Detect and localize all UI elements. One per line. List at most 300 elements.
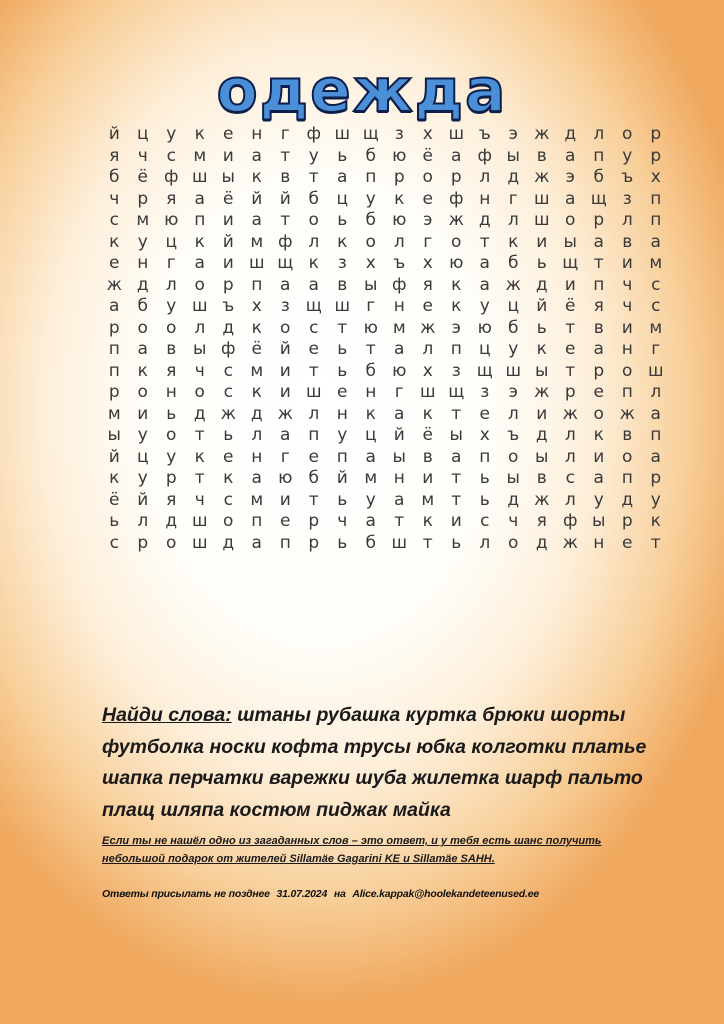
grid-letter: а bbox=[593, 468, 604, 488]
grid-letter: с bbox=[109, 532, 119, 553]
grid-letter: ш bbox=[248, 253, 265, 273]
grid-letter: т bbox=[422, 532, 433, 553]
grid-letter: и bbox=[279, 360, 291, 381]
grid-letter: ё bbox=[137, 167, 148, 187]
grid-letter: о bbox=[166, 425, 177, 445]
grid-letter: у bbox=[622, 145, 633, 166]
grid-letter: д bbox=[535, 274, 548, 295]
grid-letter: р bbox=[308, 511, 320, 531]
grid-letter: ь bbox=[479, 468, 490, 488]
grid-letter: х bbox=[479, 425, 490, 445]
grid-letter: в bbox=[280, 167, 291, 187]
grid-letter: ё bbox=[565, 296, 576, 316]
grid-letter: й bbox=[222, 231, 234, 252]
grid-letter: ф bbox=[477, 145, 493, 166]
grid-letter: г bbox=[394, 382, 404, 402]
grid-letter: н bbox=[593, 532, 605, 553]
grid-letter: п bbox=[108, 339, 120, 359]
grid-letter: н bbox=[365, 382, 377, 402]
grid-letter: л bbox=[194, 317, 206, 338]
grid-letter: в bbox=[422, 446, 433, 467]
grid-letter: л bbox=[422, 339, 434, 359]
grid-letter: о bbox=[622, 360, 633, 381]
grid-letter: ы bbox=[392, 446, 406, 467]
grid-letter: ц bbox=[364, 425, 377, 445]
grid-letter: й bbox=[279, 188, 291, 209]
grid-letter: д bbox=[165, 511, 178, 531]
grid-letter: ю bbox=[477, 317, 492, 338]
grid-letter: ы bbox=[449, 425, 463, 445]
grid-letter: г bbox=[366, 296, 376, 316]
grid-letter: с bbox=[651, 274, 661, 295]
grid-letter: к bbox=[194, 124, 205, 144]
grid-letter: ё bbox=[109, 489, 120, 510]
grid-letter: п bbox=[593, 145, 605, 166]
grid-letter: ь bbox=[337, 360, 348, 381]
grid-letter: с bbox=[651, 296, 661, 316]
grid-letter: о bbox=[280, 317, 291, 338]
grid-letter: е bbox=[479, 403, 490, 424]
grid-letter: у bbox=[337, 425, 348, 445]
grid-letter: о bbox=[223, 511, 234, 531]
grid-letter: г bbox=[423, 231, 433, 252]
grid-letter: ё bbox=[422, 425, 433, 445]
grid-letter: р bbox=[108, 317, 120, 338]
grid-letter: ы bbox=[107, 425, 121, 445]
grid-letter: й bbox=[251, 188, 263, 209]
grid-letter: а bbox=[565, 145, 576, 166]
grid-letter: т bbox=[565, 360, 576, 381]
grid-letter: и bbox=[279, 489, 291, 510]
grid-letter: ю bbox=[278, 468, 293, 488]
grid-letter: а bbox=[479, 274, 490, 295]
grid-letter: ч bbox=[622, 296, 633, 316]
grid-letter: ё bbox=[422, 145, 433, 166]
grid-letter: я bbox=[109, 145, 120, 166]
grid-letter: ш bbox=[505, 360, 522, 381]
grid-letter: ж bbox=[534, 382, 550, 402]
word-list bbox=[102, 700, 682, 826]
grid-letter: ц bbox=[336, 188, 349, 209]
grid-letter: в bbox=[337, 274, 348, 295]
grid-letter: и bbox=[621, 317, 633, 338]
grid-letter: а bbox=[109, 296, 120, 316]
grid-letter: л bbox=[621, 210, 633, 230]
grid-letter: н bbox=[251, 446, 263, 467]
grid-letter: к bbox=[251, 167, 262, 187]
grid-letter: ш bbox=[533, 210, 550, 230]
grid-letter: ъ bbox=[222, 296, 235, 316]
grid-letter: ю bbox=[363, 317, 378, 338]
grid-letter: т bbox=[308, 167, 319, 187]
grid-letter: к bbox=[109, 468, 120, 488]
grid-letter: т bbox=[194, 468, 205, 488]
grid-letter: т bbox=[593, 253, 604, 273]
grid-letter: р bbox=[137, 188, 149, 209]
grid-letter: к bbox=[109, 231, 120, 252]
grid-letter: т bbox=[565, 317, 576, 338]
grid-letter: л bbox=[393, 231, 405, 252]
grid-letter: о bbox=[308, 210, 319, 230]
grid-letter: е bbox=[422, 296, 433, 316]
grid-letter: п bbox=[365, 167, 377, 187]
grid-letter: а bbox=[451, 145, 462, 166]
grid-letter: о bbox=[508, 446, 519, 467]
grid-letter: х bbox=[650, 167, 661, 187]
grid-letter: п bbox=[279, 532, 291, 553]
grid-letter: н bbox=[251, 124, 263, 144]
grid-letter: и bbox=[564, 274, 576, 295]
grid-letter: а bbox=[650, 231, 661, 252]
grid-letter: л bbox=[137, 511, 149, 531]
grid-letter: у bbox=[166, 296, 177, 316]
grid-letter: л bbox=[507, 403, 519, 424]
grid-letter: и bbox=[422, 468, 434, 488]
grid-letter: п bbox=[251, 274, 263, 295]
grid-letter: и bbox=[536, 403, 548, 424]
grid-letter: и bbox=[137, 403, 149, 424]
grid-letter: х bbox=[365, 253, 376, 273]
grid-letter: т bbox=[365, 339, 376, 359]
grid-letter: м bbox=[364, 468, 378, 488]
grid-letter: щ bbox=[448, 382, 465, 402]
grid-letter: ь bbox=[536, 253, 547, 273]
grid-letter: ж bbox=[562, 532, 578, 553]
grid-letter: м bbox=[107, 403, 121, 424]
grid-letter: ц bbox=[478, 339, 491, 359]
grid-letter: с bbox=[480, 511, 490, 531]
grid-letter: ф bbox=[562, 511, 578, 531]
grid-letter: ч bbox=[194, 489, 205, 510]
grid-letter: р bbox=[165, 468, 177, 488]
grid-letter: е bbox=[565, 339, 576, 359]
grid-letter: н bbox=[393, 468, 405, 488]
page-title: одежда bbox=[216, 56, 508, 126]
grid-letter: л bbox=[564, 425, 576, 445]
grid-letter: ь bbox=[337, 339, 348, 359]
grid-letter: т bbox=[308, 489, 319, 510]
grid-letter: р bbox=[650, 124, 662, 144]
grid-letter: у bbox=[508, 339, 519, 359]
grid-letter: б bbox=[365, 532, 376, 553]
grid-letter: ш bbox=[334, 124, 351, 144]
grid-letter: г bbox=[280, 124, 290, 144]
grid-letter: в bbox=[536, 468, 547, 488]
grid-letter: ь bbox=[337, 145, 348, 166]
grid-letter: ь bbox=[337, 210, 348, 230]
grid-letter: ш bbox=[191, 296, 208, 316]
grid-letter: ж bbox=[220, 403, 236, 424]
grid-letter: р bbox=[650, 468, 662, 488]
grid-letter: ы bbox=[221, 167, 235, 187]
grid-letter: а bbox=[394, 489, 405, 510]
grid-letter: а bbox=[593, 339, 604, 359]
grid-letter: й bbox=[108, 124, 120, 144]
grid-letter: ю bbox=[392, 210, 407, 230]
grid-letter: т bbox=[479, 231, 490, 252]
grid-letter: а bbox=[194, 253, 205, 273]
grid-letter: к bbox=[251, 382, 262, 402]
grid-letter: д bbox=[193, 403, 206, 424]
grid-letter: о bbox=[194, 274, 205, 295]
grid-letter: к bbox=[536, 339, 547, 359]
grid-letter: е bbox=[422, 188, 433, 209]
grid-letter: а bbox=[280, 425, 291, 445]
grid-letter: у bbox=[166, 124, 177, 144]
grid-letter: ъ bbox=[621, 167, 634, 187]
grid-letter: й bbox=[536, 296, 548, 316]
grid-letter: у bbox=[137, 231, 148, 252]
grid-letter: р bbox=[650, 145, 662, 166]
grid-letter: п bbox=[450, 339, 462, 359]
grid-letter: д bbox=[136, 274, 149, 295]
grid-letter: а bbox=[365, 511, 376, 531]
grid-letter: и bbox=[222, 253, 234, 273]
grid-letter: д bbox=[222, 317, 235, 338]
deadline-middle: на bbox=[333, 888, 346, 900]
grid-letter: м bbox=[250, 231, 264, 252]
grid-letter: а bbox=[394, 403, 405, 424]
grid-letter: т bbox=[451, 489, 462, 510]
grid-letter: ф bbox=[220, 339, 236, 359]
grid-letter: ж bbox=[448, 210, 464, 230]
grid-letter: м bbox=[392, 317, 406, 338]
grid-letter: х bbox=[422, 253, 433, 273]
grid-letter: б bbox=[109, 167, 120, 187]
grid-letter: ь bbox=[166, 403, 177, 424]
grid-letter: к bbox=[308, 253, 319, 273]
grid-letter: н bbox=[621, 339, 633, 359]
grid-letter: ь bbox=[337, 532, 348, 553]
grid-letter: р bbox=[564, 382, 576, 402]
grid-letter: ч bbox=[337, 511, 348, 531]
grid-letter: ы bbox=[364, 274, 378, 295]
grid-letter: л bbox=[507, 210, 519, 230]
grid-letter: р bbox=[308, 532, 320, 553]
grid-letter: л bbox=[564, 489, 576, 510]
grid-letter: е bbox=[223, 124, 234, 144]
grid-letter: ю bbox=[392, 145, 407, 166]
grid-letter: н bbox=[393, 296, 405, 316]
grid-letter: к bbox=[223, 468, 234, 488]
grid-letter: у bbox=[137, 468, 148, 488]
grid-letter: о bbox=[422, 167, 433, 187]
grid-letter: п bbox=[308, 425, 320, 445]
grid-letter: э bbox=[423, 210, 433, 230]
grid-letter: щ bbox=[305, 296, 322, 316]
grid-letter: в bbox=[622, 231, 633, 252]
grid-letter: к bbox=[194, 231, 205, 252]
grid-letter: я bbox=[166, 188, 177, 209]
grid-letter: к bbox=[394, 188, 405, 209]
grid-letter: д bbox=[564, 124, 577, 144]
grid-letter: а bbox=[479, 253, 490, 273]
grid-letter: р bbox=[593, 360, 605, 381]
grid-letter: ь bbox=[337, 489, 348, 510]
grid-letter: ь bbox=[536, 317, 547, 338]
grid-letter: а bbox=[280, 274, 291, 295]
grid-letter: л bbox=[650, 382, 662, 402]
grid-letter: щ bbox=[476, 360, 493, 381]
grid-letter: л bbox=[251, 425, 263, 445]
prize-note: Если ты не нашёл одно из загаданных слов – это ответ, и у тебя есть шанс получить небольшой подарок от жителей Sillamäe Gagarini KE и Sillamäe SAHH. bbox=[102, 835, 602, 865]
deadline-prefix: Ответы присылать не позднее bbox=[102, 888, 270, 900]
grid-letter: ь bbox=[451, 532, 462, 553]
grid-letter: а bbox=[565, 188, 576, 209]
grid-letter: х bbox=[422, 124, 433, 144]
grid-letter: ц bbox=[507, 296, 520, 316]
grid-letter: о bbox=[137, 382, 148, 402]
grid-letter: а bbox=[251, 468, 262, 488]
grid-letter: д bbox=[535, 532, 548, 553]
grid-letter: ь bbox=[223, 425, 234, 445]
grid-letter: е bbox=[109, 253, 120, 273]
grid-letter: ш bbox=[191, 511, 208, 531]
grid-letter: и bbox=[222, 210, 234, 230]
grid-letter: и bbox=[279, 382, 291, 402]
grid-letter: о bbox=[137, 317, 148, 338]
grid-letter: ы bbox=[506, 145, 520, 166]
grid-letter: у bbox=[650, 489, 661, 510]
grid-letter: о bbox=[166, 317, 177, 338]
grid-letter: т bbox=[394, 511, 405, 531]
grid-letter: ж bbox=[277, 403, 293, 424]
grid-letter: а bbox=[650, 403, 661, 424]
grid-letter: а bbox=[308, 274, 319, 295]
grid-letter: ы bbox=[535, 360, 549, 381]
grid-letter: л bbox=[564, 446, 576, 467]
grid-letter: е bbox=[308, 446, 319, 467]
grid-letter: п bbox=[479, 446, 491, 467]
grid-letter: ы bbox=[592, 511, 606, 531]
grid-letter: р bbox=[621, 511, 633, 531]
grid-letter: ш bbox=[448, 124, 465, 144]
grid-letter: с bbox=[109, 210, 119, 230]
grid-letter: б bbox=[365, 360, 376, 381]
grid-letter: й bbox=[108, 446, 120, 467]
grid-letter: у bbox=[593, 489, 604, 510]
grid-letter: о bbox=[622, 446, 633, 467]
grid-letter: т bbox=[280, 145, 291, 166]
grid-letter: ш bbox=[391, 532, 408, 553]
grid-letter: и bbox=[222, 145, 234, 166]
grid-letter: х bbox=[251, 296, 262, 316]
grid-letter: л bbox=[479, 532, 491, 553]
grid-letter: и bbox=[621, 253, 633, 273]
grid-letter: а bbox=[394, 339, 405, 359]
grid-letter: п bbox=[194, 210, 206, 230]
grid-letter: в bbox=[536, 145, 547, 166]
grid-letter: ъ bbox=[507, 425, 520, 445]
grid-letter: м bbox=[649, 317, 663, 338]
grid-letter: л bbox=[308, 403, 320, 424]
grid-letter: я bbox=[536, 511, 547, 531]
grid-letter: с bbox=[223, 360, 233, 381]
word-list-text: штаны рубашка куртка брюки шорты футболка носки кофта трусы юбка колготки платье шапка перчатки варежки шуба жилетка шарф пальто плащ шляпа костюм пиджак майка bbox=[102, 704, 647, 821]
grid-letter: е bbox=[622, 532, 633, 553]
grid-letter: ы bbox=[506, 468, 520, 488]
grid-letter: р bbox=[137, 532, 149, 553]
grid-letter: ж bbox=[505, 274, 521, 295]
grid-letter: а bbox=[650, 446, 661, 467]
grid-letter: л bbox=[308, 231, 320, 252]
grid-letter: м bbox=[136, 210, 150, 230]
grid-letter: ш bbox=[419, 382, 436, 402]
grid-letter: щ bbox=[362, 124, 379, 144]
grid-letter: ж bbox=[534, 489, 550, 510]
grid-letter: т bbox=[451, 468, 462, 488]
contact-email[interactable]: Alice.kappak@hoolekandeteenused.ee bbox=[352, 888, 540, 900]
grid-letter: я bbox=[166, 489, 177, 510]
grid-letter: н bbox=[336, 403, 348, 424]
grid-letter: п bbox=[621, 382, 633, 402]
grid-letter: п bbox=[593, 274, 605, 295]
grid-letter: а bbox=[337, 167, 348, 187]
grid-letter: л bbox=[165, 274, 177, 295]
grid-letter: щ bbox=[277, 253, 294, 273]
grid-letter: а bbox=[365, 446, 376, 467]
grid-letter: и bbox=[536, 231, 548, 252]
grid-letter: н bbox=[479, 188, 491, 209]
grid-letter: п bbox=[650, 425, 662, 445]
grid-letter: с bbox=[223, 489, 233, 510]
grid-letter: д bbox=[222, 532, 235, 553]
grid-letter: а bbox=[251, 210, 262, 230]
grid-letter: у bbox=[479, 296, 490, 316]
grid-letter: т bbox=[308, 360, 319, 381]
grid-letter: д bbox=[478, 210, 491, 230]
deadline-line bbox=[102, 888, 702, 900]
grid-letter: э bbox=[565, 167, 575, 187]
grid-letter: с bbox=[565, 468, 575, 488]
grid-letter: й bbox=[279, 339, 291, 359]
grid-letter: ж bbox=[562, 403, 578, 424]
grid-letter: о bbox=[593, 403, 604, 424]
grid-letter: ш bbox=[334, 296, 351, 316]
grid-letter: й bbox=[393, 425, 405, 445]
grid-letter: г bbox=[508, 188, 518, 209]
grid-letter: й bbox=[137, 489, 149, 510]
grid-letter: в bbox=[622, 425, 633, 445]
grid-letter: ш bbox=[191, 167, 208, 187]
grid-letter: э bbox=[451, 317, 461, 338]
grid-letter: с bbox=[166, 145, 176, 166]
grid-letter: ы bbox=[193, 339, 207, 359]
grid-letter: ц bbox=[136, 124, 149, 144]
grid-letter: ы bbox=[535, 446, 549, 467]
grid-letter: к bbox=[451, 274, 462, 295]
grid-letter: т bbox=[650, 532, 661, 553]
grid-letter: у bbox=[137, 425, 148, 445]
grid-letter: к bbox=[137, 360, 148, 381]
grid-letter: о bbox=[166, 532, 177, 553]
grid-letter: к bbox=[337, 231, 348, 252]
grid-letter: ж bbox=[534, 124, 550, 144]
grid-letter: б bbox=[137, 296, 148, 316]
grid-letter: е bbox=[308, 339, 319, 359]
grid-letter: б bbox=[365, 210, 376, 230]
grid-letter: а bbox=[194, 188, 205, 209]
grid-letter: р bbox=[222, 274, 234, 295]
grid-letter: г bbox=[651, 339, 661, 359]
grid-letter: б bbox=[308, 188, 319, 209]
grid-letter: р bbox=[108, 382, 120, 402]
grid-letter: з bbox=[622, 188, 632, 209]
grid-letter: к bbox=[194, 446, 205, 467]
grid-letter: ж bbox=[420, 317, 436, 338]
grid-letter: у bbox=[308, 145, 319, 166]
grid-letter: а bbox=[593, 231, 604, 252]
